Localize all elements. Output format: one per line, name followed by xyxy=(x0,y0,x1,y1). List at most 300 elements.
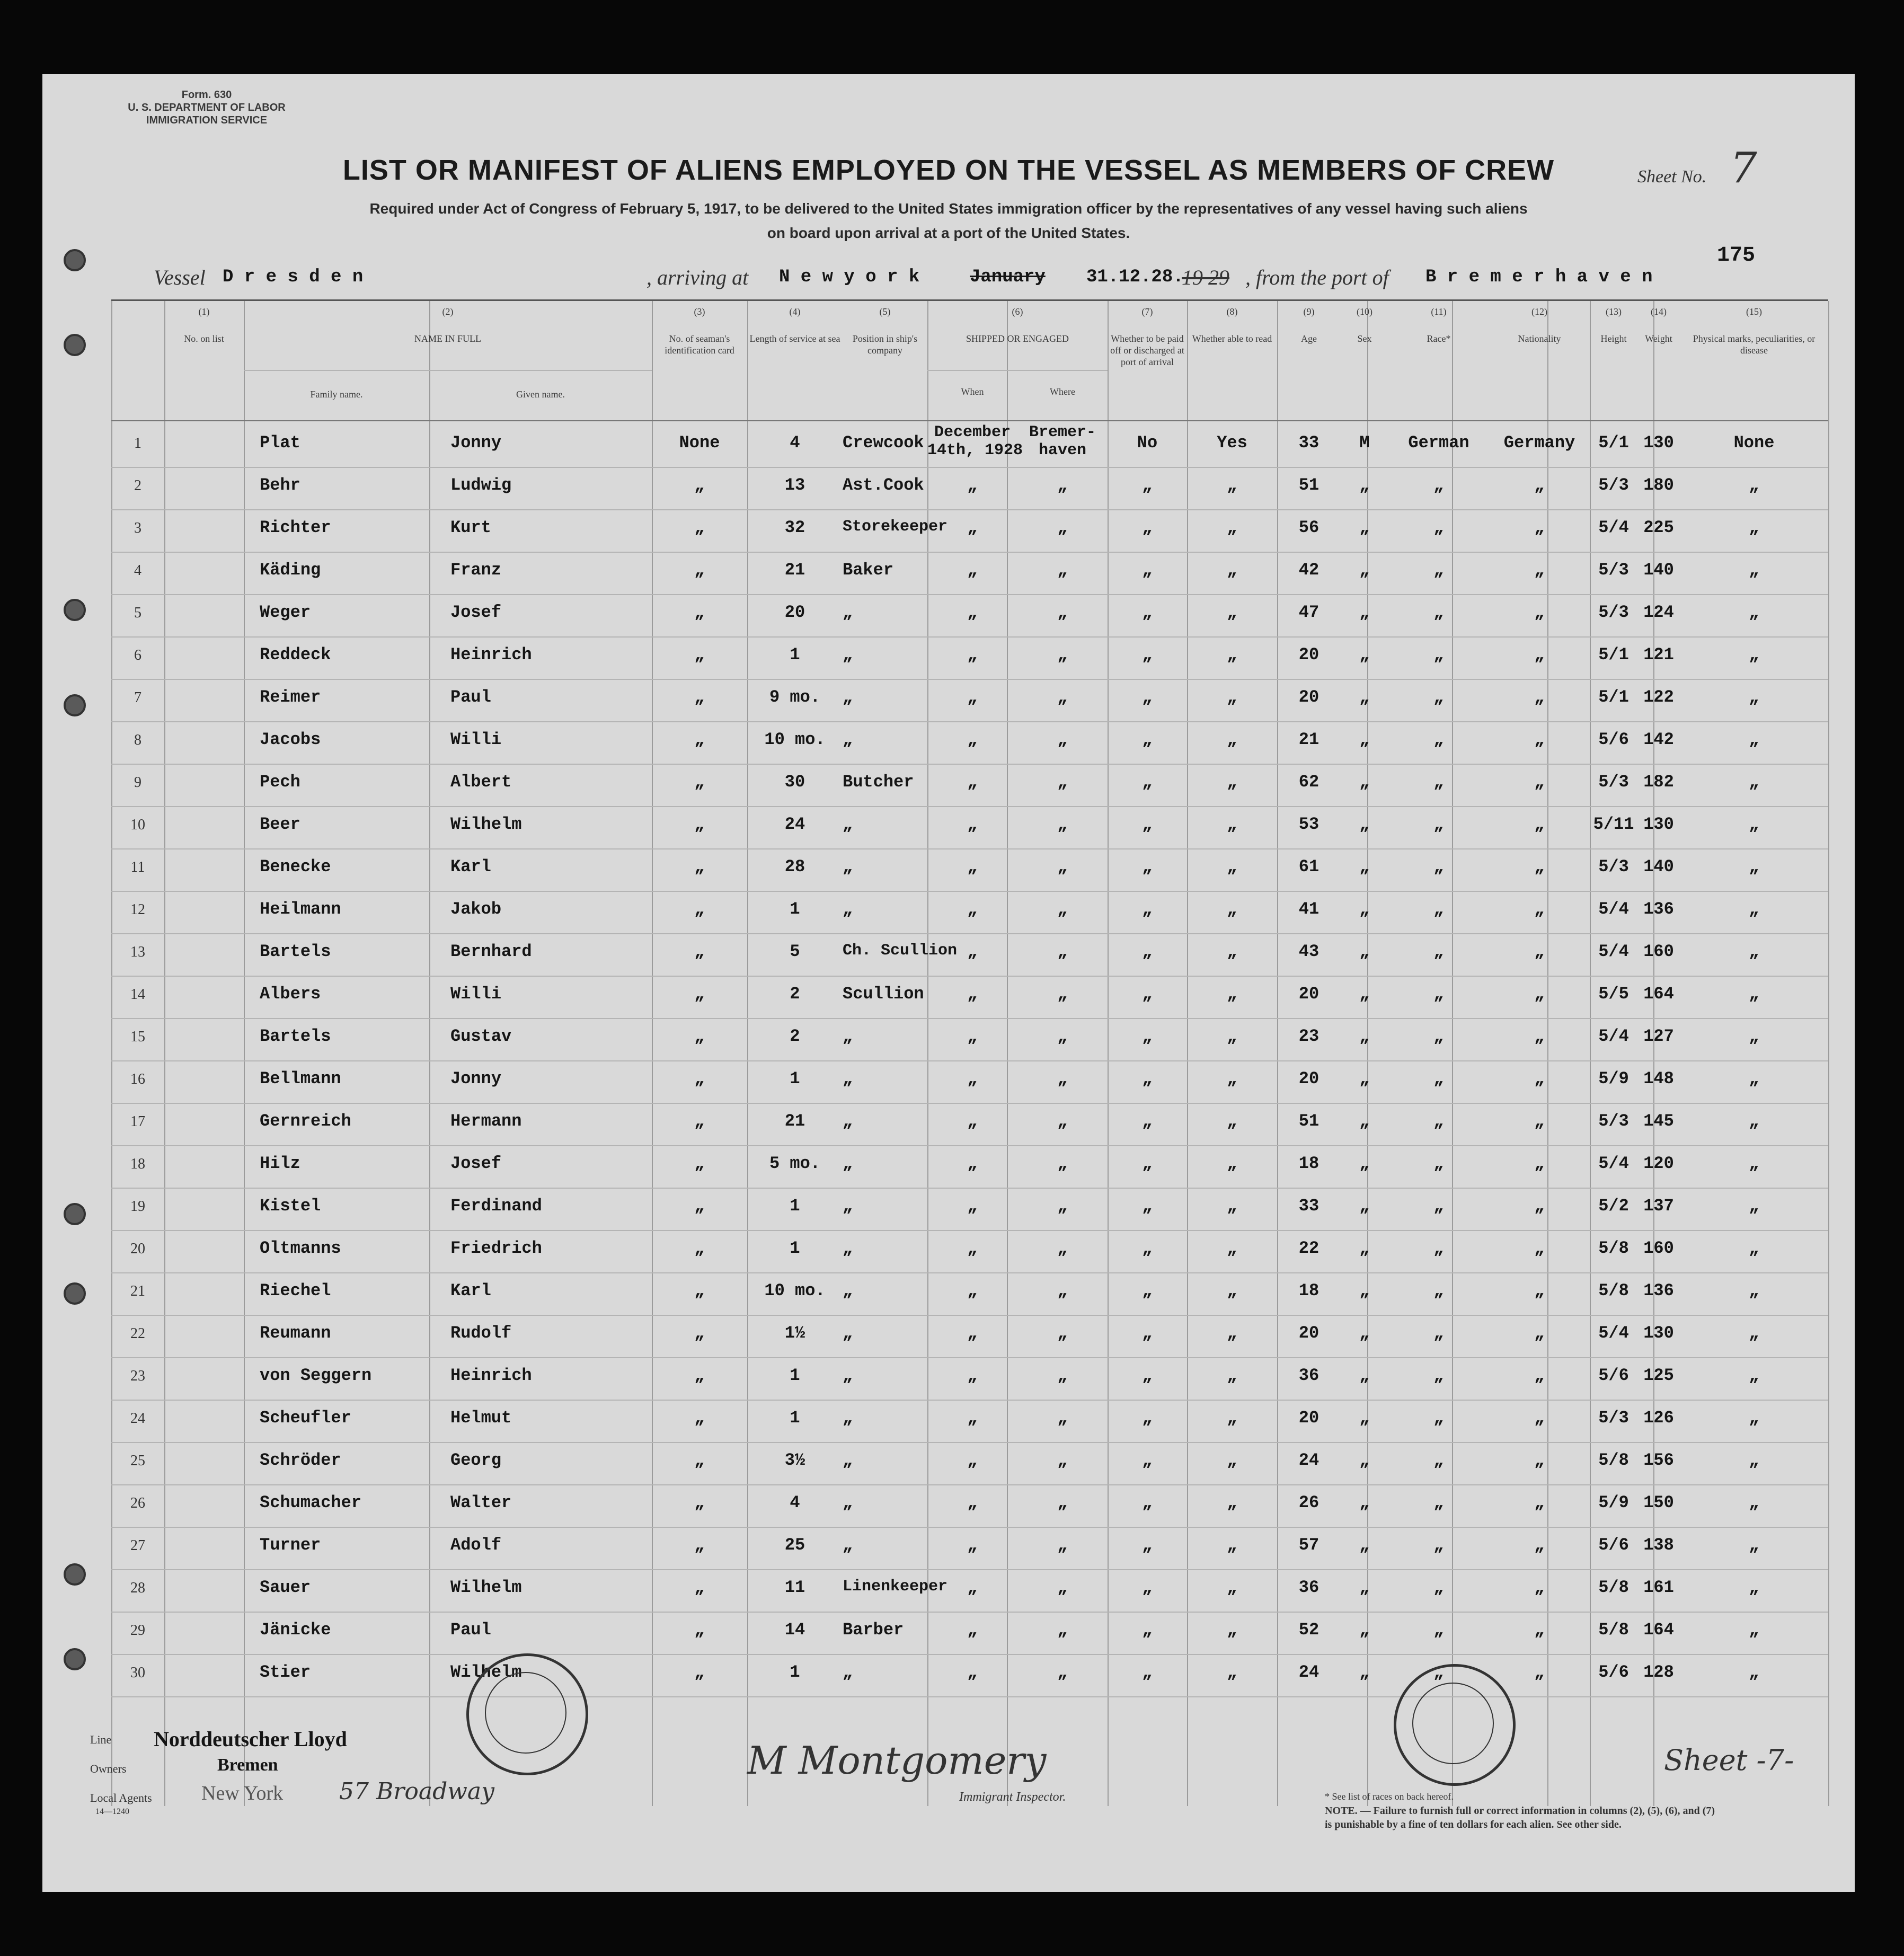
weight-cell: 150 xyxy=(1643,1493,1674,1512)
given-name: Wilhelm xyxy=(450,1578,522,1597)
age-cell: 33 xyxy=(1298,433,1319,453)
given-name: Kurt xyxy=(450,518,491,537)
service-length: 14 xyxy=(784,1620,805,1640)
column-label: SHIPPED OR ENGAGED xyxy=(966,333,1069,344)
nationality-cell: „ xyxy=(1534,687,1545,707)
given-name: Heinrich xyxy=(450,645,532,665)
age-cell: 20 xyxy=(1298,687,1319,707)
column-rule xyxy=(1828,301,1829,1806)
table-row xyxy=(111,1655,1828,1697)
paid-off-cell: „ xyxy=(1142,1026,1153,1046)
nationality-cell: „ xyxy=(1534,984,1545,1004)
paid-off-cell: „ xyxy=(1142,1408,1153,1428)
race-cell: „ xyxy=(1433,984,1444,1004)
row-number: 22 xyxy=(130,1325,145,1342)
shipped-where: „ xyxy=(1057,518,1068,537)
paid-off-cell: „ xyxy=(1142,1196,1153,1216)
shipped-when: 14th, 1928 xyxy=(927,441,1023,459)
service-length: 4 xyxy=(790,433,800,453)
row-number: 6 xyxy=(134,647,141,663)
service-length: 1 xyxy=(790,1662,800,1682)
given-name: Jakob xyxy=(450,899,502,919)
paid-off-cell: „ xyxy=(1142,984,1153,1004)
table-row xyxy=(111,1570,1828,1613)
nationality-cell: „ xyxy=(1534,1493,1545,1512)
age-cell: 23 xyxy=(1298,1026,1319,1046)
table-row xyxy=(111,1061,1828,1104)
sex-cell: „ xyxy=(1359,687,1370,707)
position: „ xyxy=(843,1366,853,1385)
height-cell: 5/11 xyxy=(1593,815,1634,834)
position: „ xyxy=(843,1535,853,1555)
weight-cell: 142 xyxy=(1643,730,1674,749)
punch-hole xyxy=(64,1563,86,1586)
height-cell: 5/3 xyxy=(1598,1408,1629,1428)
id-card-cell: „ xyxy=(694,1026,705,1046)
row-number: 1 xyxy=(134,435,141,452)
shipped-where: „ xyxy=(1057,1281,1068,1300)
height-cell: 5/5 xyxy=(1598,984,1629,1004)
nationality-cell: „ xyxy=(1534,1154,1545,1173)
shipped-where: „ xyxy=(1057,1408,1068,1428)
nationality-cell: „ xyxy=(1534,475,1545,495)
shipped-when: „ xyxy=(967,1535,978,1555)
sex-cell: „ xyxy=(1359,1196,1370,1216)
paid-off-cell: „ xyxy=(1142,1620,1153,1640)
position: Butcher xyxy=(843,772,914,792)
column-label: Physical marks, peculiarities, or disease xyxy=(1693,333,1816,356)
physical-marks-cell: „ xyxy=(1749,984,1759,1004)
service-length: 1 xyxy=(790,1069,800,1088)
row-number: 23 xyxy=(130,1368,145,1384)
table-row xyxy=(111,934,1828,977)
id-card-cell: „ xyxy=(694,560,705,580)
arrival-port: N e w y o r k xyxy=(779,267,920,287)
table-row xyxy=(111,638,1828,680)
id-card-cell: „ xyxy=(694,730,705,749)
race-cell: „ xyxy=(1433,1323,1444,1343)
age-cell: 21 xyxy=(1298,730,1319,749)
table-row xyxy=(111,1443,1828,1485)
shipped-when: „ xyxy=(967,1196,978,1216)
weight-cell: 164 xyxy=(1643,984,1674,1004)
given-name: Karl xyxy=(450,857,491,877)
column-label: Whether to be paid off or discharged at port of arrival xyxy=(1110,333,1184,367)
table-row xyxy=(111,1231,1828,1273)
age-cell: 51 xyxy=(1298,475,1319,495)
shipped-where: „ xyxy=(1057,857,1068,877)
physical-marks-cell: „ xyxy=(1749,603,1759,622)
column-sublabel: When xyxy=(961,386,984,397)
physical-marks-cell: „ xyxy=(1749,560,1759,580)
physical-marks-cell: „ xyxy=(1749,899,1759,919)
family-name: Benecke xyxy=(260,857,331,877)
physical-marks-cell: „ xyxy=(1749,1196,1759,1216)
service-length: 10 mo. xyxy=(764,730,826,749)
able-to-read-cell: „ xyxy=(1227,1281,1237,1300)
physical-marks-cell: „ xyxy=(1749,1493,1759,1512)
position: „ xyxy=(843,1662,853,1682)
id-card-cell: „ xyxy=(694,1196,705,1216)
physical-marks-cell: „ xyxy=(1749,1450,1759,1470)
race-cell: „ xyxy=(1433,1578,1444,1597)
paid-off-cell: „ xyxy=(1142,1535,1153,1555)
id-card-cell: „ xyxy=(694,984,705,1004)
id-card-cell: „ xyxy=(694,899,705,919)
race-cell: „ xyxy=(1433,899,1444,919)
service-length: 1 xyxy=(790,1238,800,1258)
service-length: 2 xyxy=(790,1026,800,1046)
family-name: Jacobs xyxy=(260,730,321,749)
physical-marks-cell: „ xyxy=(1749,1323,1759,1343)
given-name: Adolf xyxy=(450,1535,502,1555)
shipped-when: „ xyxy=(967,603,978,622)
table-row xyxy=(111,722,1828,765)
able-to-read-cell: „ xyxy=(1227,942,1237,961)
paid-off-cell: „ xyxy=(1142,475,1153,495)
age-cell: 47 xyxy=(1298,603,1319,622)
paid-off-cell: „ xyxy=(1142,687,1153,707)
race-cell: „ xyxy=(1433,1238,1444,1258)
row-number: 14 xyxy=(130,986,145,1003)
column-label: No. on list xyxy=(184,333,224,344)
shipped-when: „ xyxy=(967,645,978,665)
position: Barber xyxy=(843,1620,904,1640)
shipped-where: „ xyxy=(1057,1493,1068,1512)
voyage-line xyxy=(154,265,1849,297)
table-row xyxy=(111,1104,1828,1146)
position: „ xyxy=(843,1450,853,1470)
shipped-when: „ xyxy=(967,560,978,580)
row-number: 28 xyxy=(130,1580,145,1596)
family-name: Sauer xyxy=(260,1578,311,1597)
row-number: 2 xyxy=(134,477,141,494)
given-name: Josef xyxy=(450,1154,502,1173)
row-number: 21 xyxy=(130,1283,145,1299)
sex-cell: „ xyxy=(1359,984,1370,1004)
row-number: 29 xyxy=(130,1622,145,1639)
sex-cell: „ xyxy=(1359,603,1370,622)
nationality-cell: „ xyxy=(1534,518,1545,537)
given-name: Willi xyxy=(450,984,502,1004)
height-cell: 5/1 xyxy=(1598,433,1629,453)
family-name: Reimer xyxy=(260,687,321,707)
paid-off-cell: No xyxy=(1137,433,1158,453)
nationality-cell: „ xyxy=(1534,942,1545,961)
shipped-where: „ xyxy=(1057,1662,1068,1682)
position: „ xyxy=(843,730,853,749)
given-name: Georg xyxy=(450,1450,502,1470)
shipped-where: „ xyxy=(1057,899,1068,919)
position: „ xyxy=(843,1154,853,1173)
service-length: 1 xyxy=(790,899,800,919)
sex-cell: „ xyxy=(1359,1450,1370,1470)
id-card-cell: „ xyxy=(694,603,705,622)
able-to-read-cell: „ xyxy=(1227,687,1237,707)
paid-off-cell: „ xyxy=(1142,1238,1153,1258)
shipped-when: „ xyxy=(967,1281,978,1300)
nationality-cell: „ xyxy=(1534,1578,1545,1597)
shipped-when: „ xyxy=(967,772,978,792)
height-cell: 5/6 xyxy=(1598,730,1629,749)
weight-cell: 160 xyxy=(1643,1238,1674,1258)
position: „ xyxy=(843,815,853,834)
shipped-when: „ xyxy=(967,857,978,877)
sex-cell: „ xyxy=(1359,1620,1370,1640)
column-sublabel: Where xyxy=(1050,386,1075,397)
column-label: Whether able to read xyxy=(1192,333,1272,344)
able-to-read-cell: „ xyxy=(1227,603,1237,622)
column-number: (2) xyxy=(442,306,454,317)
nationality-cell: „ xyxy=(1534,1196,1545,1216)
row-number: 5 xyxy=(134,605,141,621)
sex-cell: „ xyxy=(1359,942,1370,961)
family-name: Oltmanns xyxy=(260,1238,341,1258)
row-number: 16 xyxy=(130,1071,145,1087)
shipped-where: „ xyxy=(1057,645,1068,665)
sheet-note: Sheet -7- xyxy=(1664,1743,1794,1777)
shipped-where: „ xyxy=(1057,772,1068,792)
id-card-cell: „ xyxy=(694,815,705,834)
nationality-cell: „ xyxy=(1534,645,1545,665)
able-to-read-cell: „ xyxy=(1227,1196,1237,1216)
sex-cell: „ xyxy=(1359,1578,1370,1597)
weight-cell: 140 xyxy=(1643,560,1674,580)
punch-hole xyxy=(64,1282,86,1305)
age-cell: 41 xyxy=(1298,899,1319,919)
shipped-where: „ xyxy=(1057,1450,1068,1470)
nationality-cell: „ xyxy=(1534,1069,1545,1088)
table-row xyxy=(111,807,1828,849)
row-rule xyxy=(111,1696,1828,1697)
id-card-cell: „ xyxy=(694,1620,705,1640)
given-name: Wilhelm xyxy=(450,815,522,834)
id-card-cell: „ xyxy=(694,1111,705,1131)
table-row xyxy=(111,423,1828,468)
paid-off-cell: „ xyxy=(1142,645,1153,665)
table-row xyxy=(111,849,1828,892)
id-card-cell: „ xyxy=(694,1535,705,1555)
height-cell: 5/1 xyxy=(1598,687,1629,707)
owners-label: Owners xyxy=(90,1762,127,1775)
physical-marks-cell: „ xyxy=(1749,687,1759,707)
id-card-cell: „ xyxy=(694,1281,705,1300)
column-label: Height xyxy=(1600,333,1627,344)
subtitle-line-2: on board upon arrival at a port of the United States. xyxy=(767,225,1130,241)
paid-off-cell: „ xyxy=(1142,518,1153,537)
race-cell: „ xyxy=(1433,815,1444,834)
given-name: Willi xyxy=(450,730,502,749)
row-number: 26 xyxy=(130,1495,145,1511)
position: „ xyxy=(843,603,853,622)
height-cell: 5/4 xyxy=(1598,1323,1629,1343)
row-number: 27 xyxy=(130,1537,145,1554)
race-cell: „ xyxy=(1433,560,1444,580)
age-cell: 61 xyxy=(1298,857,1319,877)
service-length: 25 xyxy=(784,1535,805,1555)
given-name: Ferdinand xyxy=(450,1196,542,1216)
row-number: 13 xyxy=(130,944,145,960)
service-length: 1 xyxy=(790,1196,800,1216)
weight-cell: 182 xyxy=(1643,772,1674,792)
owners-value: Bremen xyxy=(217,1755,278,1775)
family-name: Riechel xyxy=(260,1281,331,1300)
nationality-cell: „ xyxy=(1534,1238,1545,1258)
shipped-when: „ xyxy=(967,518,978,537)
sex-cell: „ xyxy=(1359,1154,1370,1173)
service-length: 1 xyxy=(790,1408,800,1428)
id-card-cell: „ xyxy=(694,942,705,961)
able-to-read-cell: „ xyxy=(1227,1154,1237,1173)
table-row xyxy=(111,1485,1828,1528)
row-number: 25 xyxy=(130,1453,145,1469)
given-name: Hermann xyxy=(450,1111,522,1131)
column-label: Nationality xyxy=(1518,333,1561,344)
form-number: Form. 630 xyxy=(181,89,232,101)
nationality-cell: „ xyxy=(1534,1281,1545,1300)
height-cell: 5/3 xyxy=(1598,857,1629,877)
shipped-when: „ xyxy=(967,1026,978,1046)
paid-off-cell: „ xyxy=(1142,815,1153,834)
column-number: (6) xyxy=(1012,306,1023,317)
column-number: (5) xyxy=(879,306,891,317)
able-to-read-cell: „ xyxy=(1227,1111,1237,1131)
id-card-cell: „ xyxy=(694,1323,705,1343)
family-name: Plat xyxy=(260,433,300,453)
position: „ xyxy=(843,857,853,877)
row-number: 3 xyxy=(134,520,141,536)
age-cell: 20 xyxy=(1298,1408,1319,1428)
able-to-read-cell: „ xyxy=(1227,1662,1237,1682)
shipped-where: haven xyxy=(1038,441,1086,459)
shipped-when: „ xyxy=(967,1366,978,1385)
service-length: 3½ xyxy=(784,1450,805,1470)
column-sublabel: Given name. xyxy=(516,389,565,400)
physical-marks-cell: „ xyxy=(1749,1238,1759,1258)
punch-hole xyxy=(64,249,86,271)
shipped-where: „ xyxy=(1057,603,1068,622)
id-card-cell: „ xyxy=(694,1450,705,1470)
height-cell: 5/4 xyxy=(1598,1154,1629,1173)
id-card-cell: „ xyxy=(694,687,705,707)
race-cell: „ xyxy=(1433,730,1444,749)
position: „ xyxy=(843,1408,853,1428)
paid-off-cell: „ xyxy=(1142,1154,1153,1173)
crew-table xyxy=(111,299,1828,1727)
shipped-when: „ xyxy=(967,687,978,707)
sex-cell: „ xyxy=(1359,1281,1370,1300)
able-to-read-cell: „ xyxy=(1227,1408,1237,1428)
row-number: 17 xyxy=(130,1113,145,1130)
table-row xyxy=(111,765,1828,807)
id-card-cell: „ xyxy=(694,857,705,877)
physical-marks-cell: „ xyxy=(1749,1281,1759,1300)
service-length: 20 xyxy=(784,603,805,622)
paid-off-cell: „ xyxy=(1142,1323,1153,1343)
weight-cell: 130 xyxy=(1643,433,1674,453)
table-row xyxy=(111,977,1828,1019)
age-cell: 20 xyxy=(1298,1323,1319,1343)
column-number: (7) xyxy=(1141,306,1153,317)
family-name: von Seggern xyxy=(260,1366,372,1385)
height-cell: 5/6 xyxy=(1598,1662,1629,1682)
able-to-read-cell: „ xyxy=(1227,1450,1237,1470)
able-to-read-cell: „ xyxy=(1227,645,1237,665)
sex-cell: „ xyxy=(1359,645,1370,665)
row-number: 15 xyxy=(130,1029,145,1045)
position: „ xyxy=(843,1069,853,1088)
physical-marks-cell: „ xyxy=(1749,857,1759,877)
consulate-stamp xyxy=(1394,1664,1516,1786)
given-name: Paul xyxy=(450,687,491,707)
column-number: (9) xyxy=(1303,306,1315,317)
table-row xyxy=(111,1316,1828,1358)
paid-off-cell: „ xyxy=(1142,899,1153,919)
age-cell: 24 xyxy=(1298,1450,1319,1470)
weight-cell: 136 xyxy=(1643,899,1674,919)
able-to-read-cell: „ xyxy=(1227,772,1237,792)
shipped-where: „ xyxy=(1057,984,1068,1004)
family-name: Schumacher xyxy=(260,1493,362,1512)
physical-marks-cell: „ xyxy=(1749,1069,1759,1088)
nationality-cell: Germany xyxy=(1503,433,1575,453)
height-cell: 5/3 xyxy=(1598,1111,1629,1131)
id-card-cell: „ xyxy=(694,1154,705,1173)
shipped-when: „ xyxy=(967,730,978,749)
vessel-label: Vessel xyxy=(154,265,206,289)
family-name: Bartels xyxy=(260,942,331,961)
race-cell: „ xyxy=(1433,1069,1444,1088)
family-name: Beer xyxy=(260,815,300,834)
column-number: (3) xyxy=(694,306,705,317)
shipped-where: „ xyxy=(1057,1620,1068,1640)
shipped-when: „ xyxy=(967,475,978,495)
weight-cell: 127 xyxy=(1643,1026,1674,1046)
form-code: 14—1240 xyxy=(95,1807,129,1816)
service-length: 2 xyxy=(790,984,800,1004)
punch-hole xyxy=(64,334,86,356)
weight-cell: 164 xyxy=(1643,1620,1674,1640)
shipped-when: „ xyxy=(967,1450,978,1470)
able-to-read-cell: „ xyxy=(1227,1366,1237,1385)
given-name: Jonny xyxy=(450,433,502,453)
table-row xyxy=(111,595,1828,638)
weight-cell: 161 xyxy=(1643,1578,1674,1597)
service-length: 5 xyxy=(790,942,800,961)
given-name: Josef xyxy=(450,603,502,622)
family-name: Bellmann xyxy=(260,1069,341,1088)
paid-off-cell: „ xyxy=(1142,942,1153,961)
position: „ xyxy=(843,1238,853,1258)
physical-marks-cell: None xyxy=(1733,433,1775,453)
family-name: Reddeck xyxy=(260,645,331,665)
row-number: 12 xyxy=(130,901,145,918)
age-cell: 36 xyxy=(1298,1366,1319,1385)
nationality-cell: „ xyxy=(1534,1323,1545,1343)
paid-off-cell: „ xyxy=(1142,1450,1153,1470)
age-cell: 20 xyxy=(1298,984,1319,1004)
able-to-read-cell: „ xyxy=(1227,475,1237,495)
height-cell: 5/8 xyxy=(1598,1620,1629,1640)
height-cell: 5/4 xyxy=(1598,518,1629,537)
able-to-read-cell: „ xyxy=(1227,1493,1237,1512)
height-cell: 5/9 xyxy=(1598,1069,1629,1088)
column-number: (10) xyxy=(1357,306,1372,317)
sex-cell: „ xyxy=(1359,1366,1370,1385)
departure-port: B r e m e r h a v e n xyxy=(1425,267,1653,287)
page-title: LIST OR MANIFEST OF ALIENS EMPLOYED ON THE VESSEL AS MEMBERS OF CREW xyxy=(342,154,1555,186)
table-row xyxy=(111,1019,1828,1061)
